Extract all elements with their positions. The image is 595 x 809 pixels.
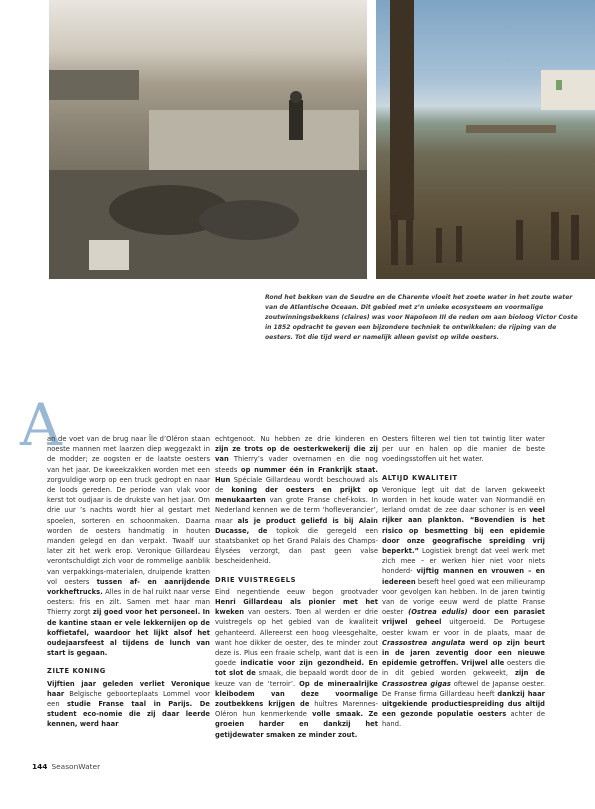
paragraph: Veronique legt uit dat de larven gekweekt worden in het koude water van Normandië en Ierland omdat de zee daar schoner is en veel rijker aan plankton. “Bovendien is het risico op besmetting bij een epidemie door onze geografische spreiding vrij beperkt.” Logistiek brengt dat veel werk met zich mee – er werken hier niet voor niets honderd- vijftig mannen en vrouwen – en iedereen beseft heel goed wat een milieuramp voor gevolgen kan hebben. In de jaren twintig van de vorige eeuw werd de platte Franse oester (Ostrea edulis) door een parasiet vrijwel geheel uitgeroeid. De Portugese oester kwam er voor in de plaats, maar de Crassostrea angulata werd op zijn beurt in de jaren zeventig door een nieuwe epidemie getroffen. Vrijwel alle oesters die in dit gebied worden gekweekt, zijn de Crassostrea gigas oftewel de Japanse oester. De Franse firma Gillardeau heeft dankzij haar uitgekiende productiespreiding dus altijd een gezonde populatie oesters achter de hand.	[382, 485, 545, 729]
article-column-2	[215, 434, 378, 740]
paragraph: Vijftien jaar geleden verliet Veronique haar Belgische geboorteplaats Lommel voor een studie Franse taal in Parijs. De student eco-nomie die zij daar leerde kennen, werd haar	[47, 679, 210, 729]
section-heading: ZILTE KONING	[47, 667, 106, 676]
magazine-name: SeasonWater	[51, 762, 101, 771]
paragraph: Oesters filteren wel tien tot twintig liter water per uur en halen op die manier de beste voedingsstoffen uit het water.	[382, 435, 545, 464]
page-footer	[32, 762, 100, 771]
section-heading: DRIE VUISTREGELS	[215, 575, 297, 584]
paragraph: echtgenoot. Nu hebben ze drie kinderen en zijn ze trots op de oesterkwekerij die zij van Thierry’s vader overnamen en die nog steeds op nummer één in Frankrijk staat. Hun Spéciale Gillardeau wordt beschouwd als de koning der oesters en prijkt op menukaarten van grote Franse chef-koks. In Nederland kennen we de term ‘hofleverancier’, maar als je product geliefd is bij Alain Ducasse, de topkok die geregeld een staatsbanket op het Grand Palais des Champs-Élysées verzorgt, dan past geen valse bescheidenheid.	[215, 435, 378, 566]
section-heading: ALTIJD KWALITEIT	[382, 473, 458, 482]
article-column-1	[47, 434, 210, 730]
photo-caption: Rond het bekken van de Seudre en de Charente vloeit het zoete water in het zoute water van de Atlantische Oceaan. Dit gebied met z’n unieke ecosysteem en voormalige zoutwinningsbekkens (claires) was voor Napoleon III de reden om aan bioloog Victor Coste in 1852 opdracht te geven een bijzondere techniek te ontwikkelen: de rijping van de oesters. Tot die tijd werd er namelijk alleen gevist op wilde oesters.	[265, 294, 578, 341]
oyster-workers-photo	[49, 0, 367, 279]
drop-cap-letter: A	[20, 391, 62, 459]
paragraph: Eind negentiende eeuw begon grootvader Henri Gillardeau als pionier met het kweken van oesters. Toen al werden er drie vuistregels op het gebied van de kwaliteit gehanteerd. Allereerst een hoog vleesgehalte, want hoe dikker de oester, des te minder zout deze is. Plus een fraaie schelp, want dat is een goede indicatie voor zijn gezondheid. En tot slot de smaak, die bepaald wordt door de keuze van de ‘terroir’. Op de mineraalrijke kleibodem van deze voormalige zoutbekkens krijgen de huîtres Marennes-Oléron hun kenmerkende volle smaak. Ze groeien harder en dankzij het getijdewater smaken ze minder zout.	[215, 587, 378, 739]
page-number: 144	[32, 762, 48, 771]
article-column-3	[382, 434, 545, 730]
oyster-beds-landscape-photo	[376, 0, 595, 279]
paragraph: an de voet van de brug naar Île d’Oléron staan noeste mannen met laarzen diep weggezakt in de modder; ze oogsten er de laatste oesters van het jaar. De kweekzakken worden met een zorgvuldige worp op een truck gedropt en naar de loods gereden. De periode van vlak voor kerst tot oudjaar is de drukste van het jaar. Om drie uur ’s nachts wordt hier al gestart met spoelen, sorteren en schoonmaken. Daarna worden de oesters handmatig in houten manden gelegd en dan verpakt. Twaalf uur later zit het werk erop. Veronique Gillardeau verontschuldigt zich voor de rommelige aanblik van verpakkings-materialen, druipende kratten vol oesters tussen af- en aanrijdende vorkheftrucks. Alles in de hal ruikt naar verse oesters: fris en zilt. Samen met haar man Thierry zorgt zij goed voor het personeel. In de kantine staan er vele lekkernijen op de koffietafel, waardoor het lijkt alsof het oudejaarsfeest al tijdens de lunch van start is gegaan.	[47, 435, 210, 658]
